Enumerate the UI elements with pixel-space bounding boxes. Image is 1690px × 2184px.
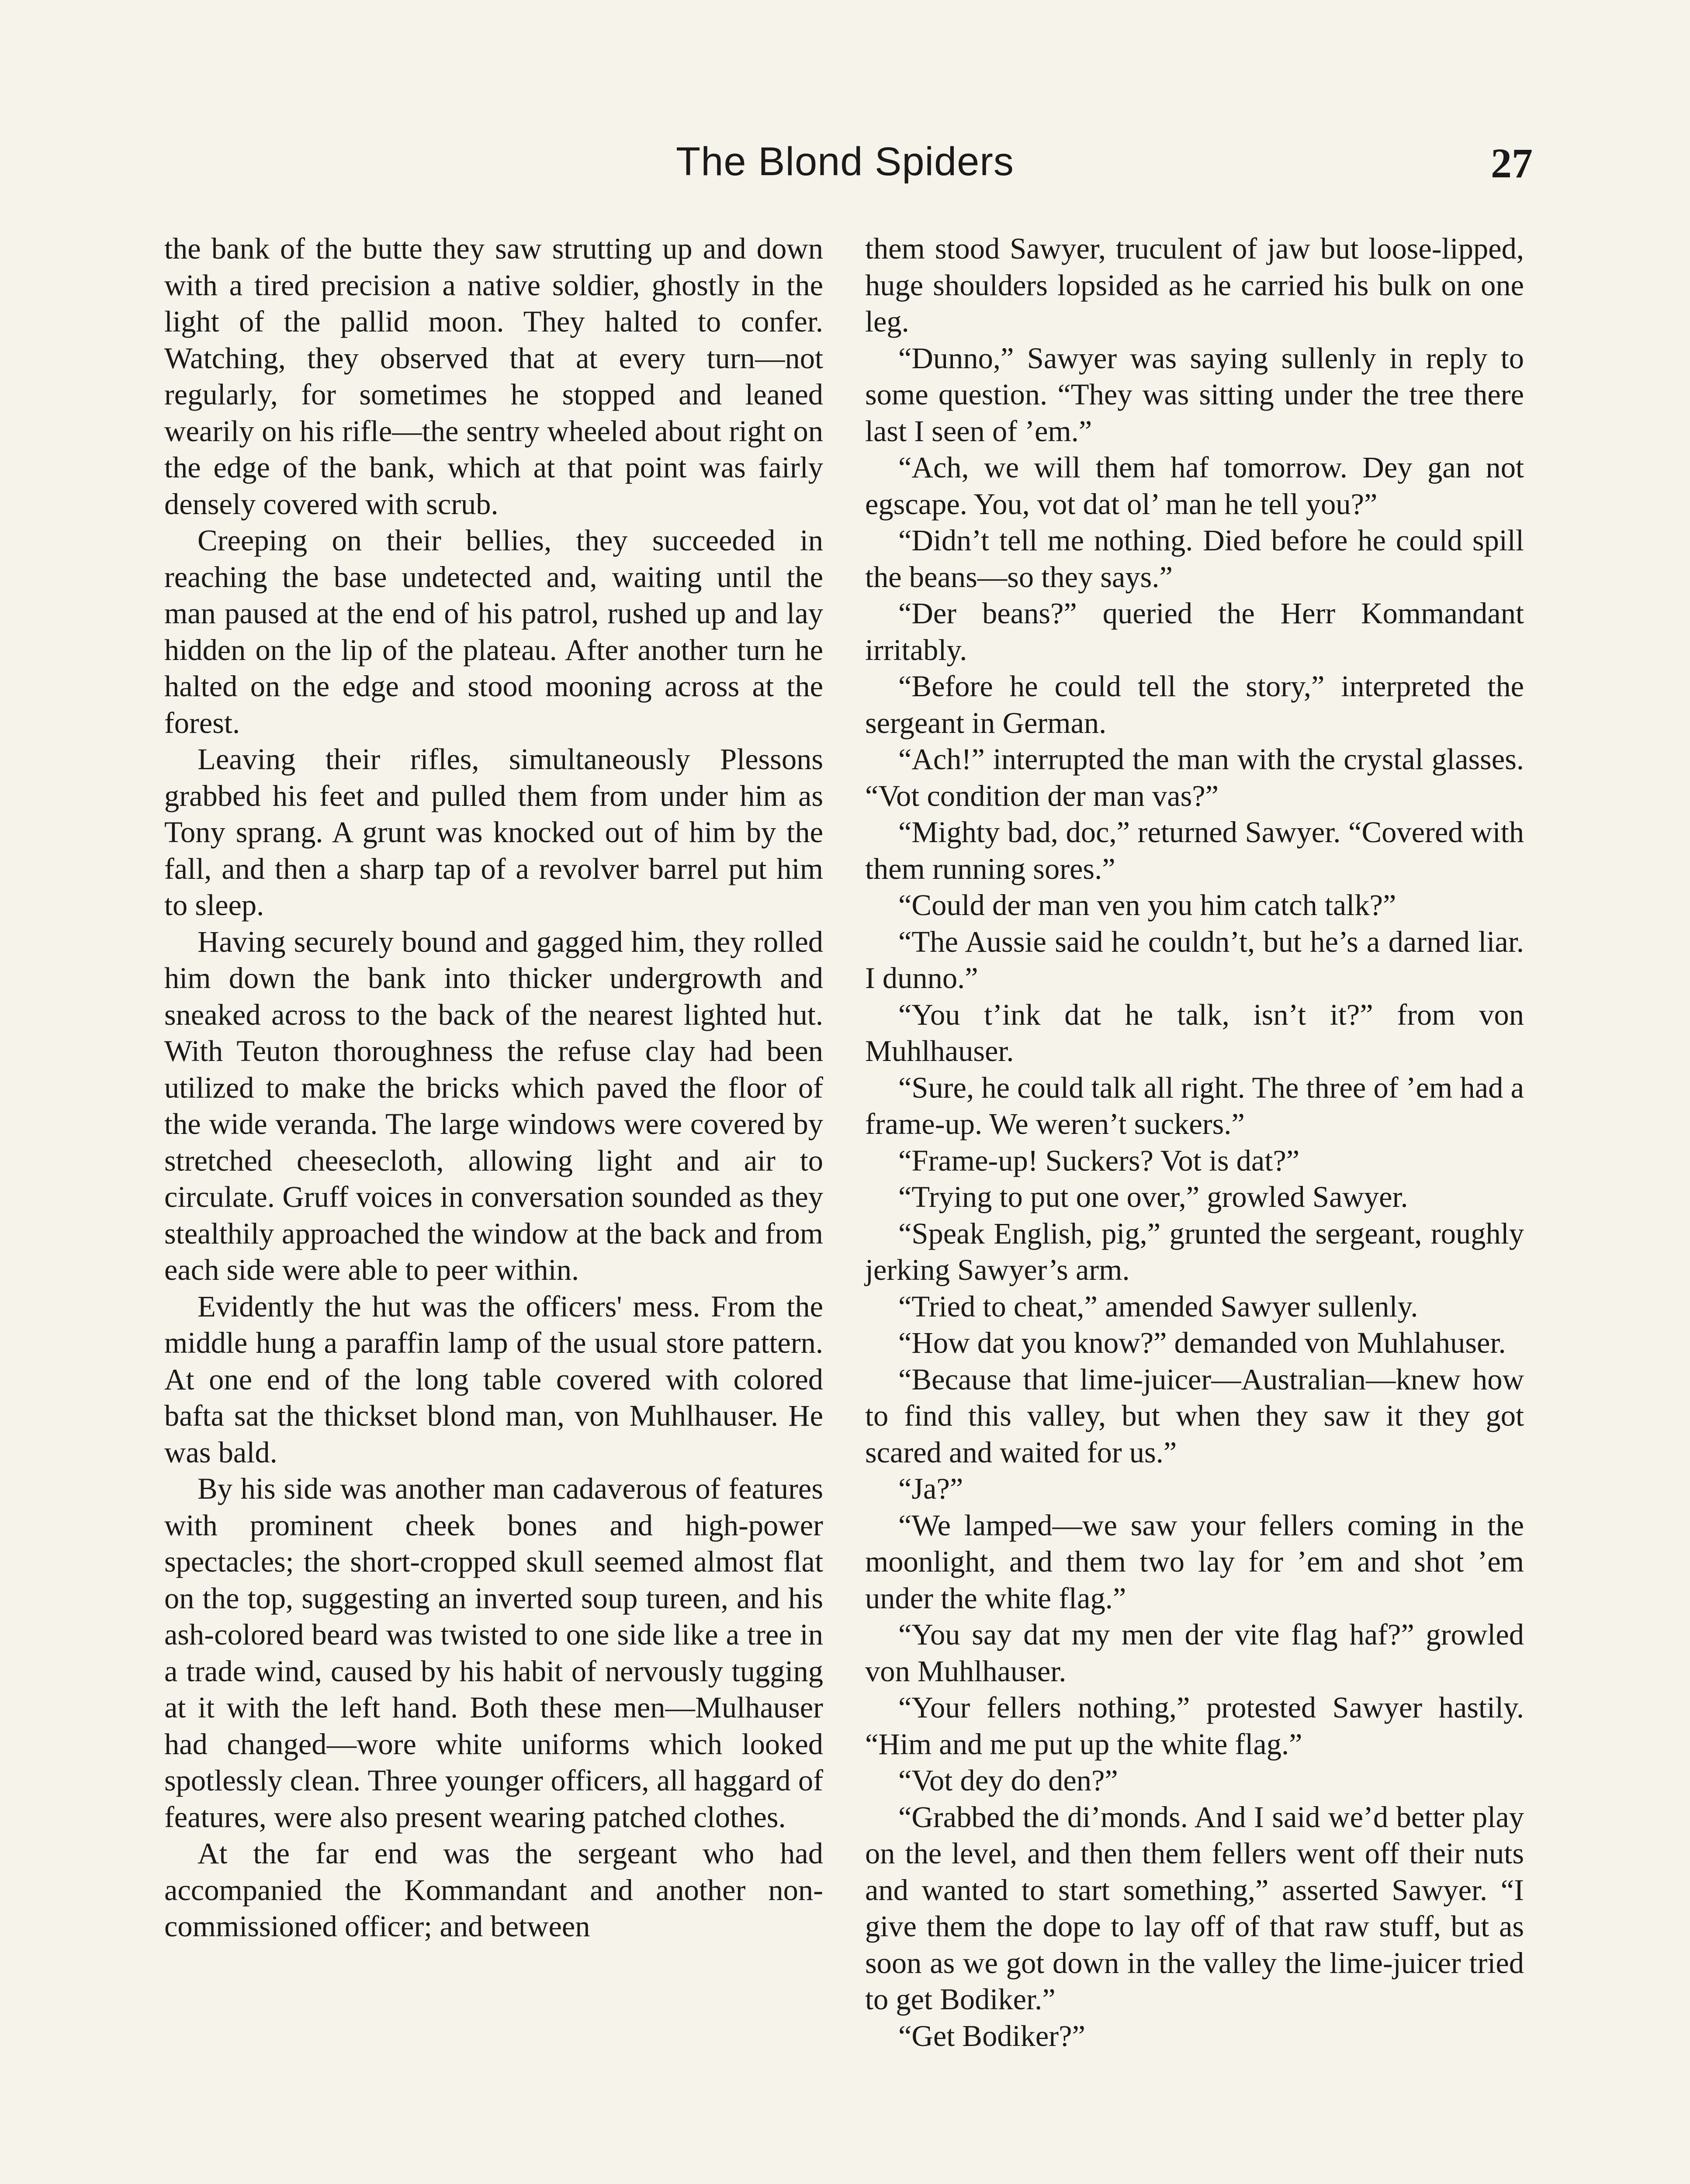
paragraph: At the far end was the sergeant who had accompanied the Kommandant and another non-commissioned officer; and between: [164, 1837, 823, 1943]
paragraph: “Grabbed the di’monds. And I said we’d better play on the level, and then them fellers went off their nuts and wanted to start something,” asserted Sawyer. “I give them the dope to lay off of that raw stuff, but as soon as we got down in the valley the lime-juicer tried to get Bodiker.”: [865, 1800, 1524, 2016]
page-number: 27: [1491, 140, 1533, 187]
page-header: [0, 139, 1690, 191]
paragraph: “Your fellers nothing,” protested Sawyer hastily. “Him and me put up the white flag.”: [865, 1691, 1524, 1761]
left-column: [164, 231, 823, 1945]
paragraph: “Could der man ven you him catch talk?”: [898, 888, 1396, 922]
paragraph: Creeping on their bellies, they succeeded in reaching the base undetected and, waiting until the man paused at the end of his patrol, rushed up and lay hidden on the lip of the plateau. After another turn he halted on the edge and stood mooning across at the forest.: [164, 524, 823, 740]
paragraph: “Speak English, pig,” grunted the sergeant, roughly jerking Sawyer’s arm.: [865, 1216, 1524, 1286]
paragraph: “Mighty bad, doc,” returned Sawyer. “Covered with them running sores.”: [865, 816, 1524, 885]
paragraph: “Tried to cheat,” amended Sawyer sullenly.: [898, 1289, 1418, 1323]
paragraph: Evidently the hut was the officers' mess. From the middle hung a paraffin lamp of the usual store pattern. At one end of the long table covered with colored bafta sat the thickset blond man, von Muhlhauser. He was bald.: [164, 1289, 823, 1469]
paragraph: “Frame-up! Suckers? Vot is dat?”: [898, 1144, 1300, 1177]
paragraph: “Ja?”: [898, 1472, 963, 1505]
running-title: The Blond Spiders: [676, 139, 1014, 184]
right-column: [865, 231, 1524, 2054]
paragraph: “You t’ink dat he talk, isn’t it?” from von Muhlhauser.: [865, 998, 1524, 1068]
paragraph: Having securely bound and gagged him, they rolled him down the bank into thicker undergrowth and sneaked across to the back of the nearest lighted hut. With Teuton thoroughness the refuse clay had been utilized to make the bricks which paved the floor of the wide veranda. The large windows were covered by stretched cheesecloth, allowing light and air to circulate. Gruff voices in conversation sounded as they stealthily approached the window at the back and from each side were able to peer within.: [164, 925, 823, 1286]
paragraph: “Get Bodiker?”: [898, 2019, 1085, 2053]
paragraph: Leaving their rifles, simultaneously Plessons grabbed his feet and pulled them from under him as Tony sprang. A grunt was knocked out of him by the fall, and then a sharp tap of a revolver barrel put him to sleep.: [164, 743, 823, 922]
paragraph: “The Aussie said he couldn’t, but he’s a darned liar. I dunno.”: [865, 925, 1524, 995]
paragraph: “Sure, he could talk all right. The three of ’em had a frame-up. We weren’t suckers.”: [865, 1071, 1524, 1140]
paragraph: By his side was another man cadaverous of features with prominent cheek bones and high-power spectacles; the short-cropped skull seemed almost flat on the top, suggesting an inverted soup tureen, and his ash-colored beard was twisted to one side like a tree in a trade wind, caused by his habit of nervously tugging at it with the left hand. Both these men—Mulhauser had changed—wore white uniforms which looked spotlessly clean. Three younger officers, all haggard of features, were also present wearing patched clothes.: [164, 1472, 823, 1834]
paragraph: “Because that lime-juicer—Australian—knew how to find this valley, but when they saw it they got scared and waited for us.”: [865, 1362, 1524, 1469]
paragraph: them stood Sawyer, truculent of jaw but loose-lipped, huge shoulders lopsided as he carried his bulk on one leg.: [865, 232, 1524, 338]
paragraph: “Vot dey do den?”: [898, 1764, 1118, 1797]
paragraph: “Trying to put one over,” growled Sawyer.: [898, 1180, 1408, 1213]
paragraph: “Didn’t tell me nothing. Died before he could spill the beans—so they says.”: [865, 524, 1524, 594]
paragraph: “We lamped—we saw your fellers coming in the moonlight, and them two lay for ’em and shot ’em under the white flag.”: [865, 1508, 1524, 1615]
paragraph: “Ach!” interrupted the man with the crystal glasses. “Vot condition der man vas?”: [865, 743, 1524, 812]
paragraph: “How dat you know?” demanded von Muhlahuser.: [898, 1326, 1506, 1359]
paragraph: the bank of the butte they saw strutting up and down with a tired precision a native soldier, ghostly in the light of the pallid moon. They halted to confer. Watching, they observed that at every turn—not regularly, for sometimes he stopped and leaned wearily on his rifle—the sentry wheeled about right on the edge of the bank, which at that point was fairly densely covered with scrub.: [164, 232, 823, 521]
paragraph: “You say dat my men der vite flag haf?” growled von Muhlhauser.: [865, 1618, 1524, 1688]
paragraph: “Dunno,” Sawyer was saying sullenly in reply to some question. “They was sitting under the tree there last I seen of ’em.”: [865, 341, 1524, 448]
paragraph: “Ach, we will them haf tomorrow. Dey gan not egscape. You, vot dat ol’ man he tell you?”: [865, 451, 1524, 521]
paragraph: “Before he could tell the story,” interpreted the sergeant in German.: [865, 670, 1524, 740]
paragraph: “Der beans?” queried the Herr Kommandant irritably.: [865, 597, 1524, 667]
